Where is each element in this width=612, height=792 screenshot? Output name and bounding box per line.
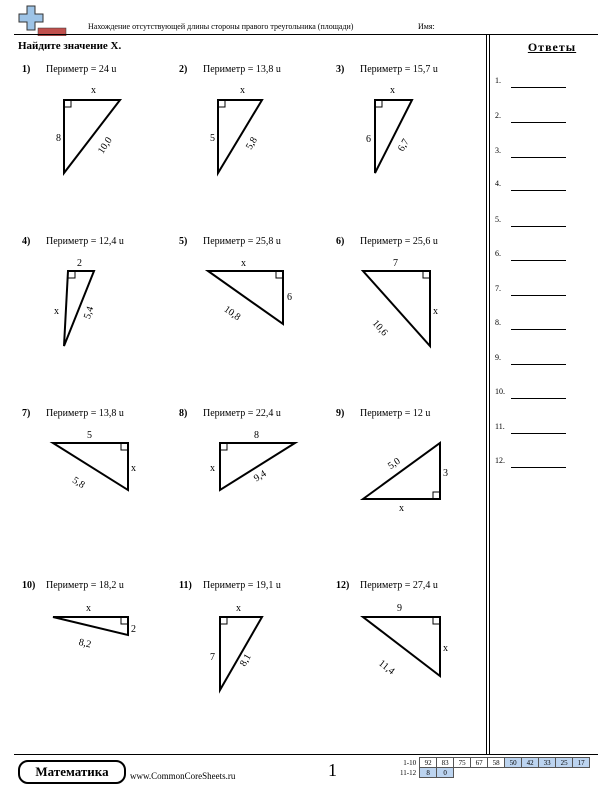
answer-line[interactable] <box>511 433 566 434</box>
answer-line[interactable] <box>511 190 566 191</box>
side-length-label: 6,7 <box>396 137 412 154</box>
answer-line[interactable] <box>511 122 566 123</box>
problem-number: 10) <box>22 580 36 591</box>
worksheet-title: Нахождение отсутствующей длины стороны правого треугольника (площади) <box>88 22 354 31</box>
side-length-label: 7 <box>210 652 215 663</box>
problem-number: 11) <box>179 580 192 591</box>
triangle-shape <box>53 443 128 490</box>
answer-line[interactable] <box>511 226 566 227</box>
side-length-label: 11,4 <box>376 658 397 678</box>
score-key-row <box>398 758 590 768</box>
side-length-label: 5,8 <box>70 475 87 491</box>
right-angle-marker <box>68 271 75 278</box>
score-cell: 17 <box>573 758 590 768</box>
side-length-label: 10,8 <box>221 304 243 324</box>
perimeter-text: Периметр = 12,4 u <box>46 236 124 247</box>
side-length-label: x <box>390 85 395 96</box>
perimeter-text: Периметр = 12 u <box>360 408 431 419</box>
answer-number: 4. <box>495 179 501 188</box>
triangle-shape <box>208 271 283 324</box>
score-key-row <box>398 768 590 778</box>
side-length-label: x <box>399 503 404 514</box>
side-length-label: x <box>54 306 59 317</box>
problem-number: 7) <box>22 408 31 419</box>
plus-logo-icon <box>18 4 68 36</box>
triangle-shape <box>363 617 440 676</box>
side-length-label: 2 <box>131 624 136 635</box>
perimeter-text: Периметр = 19,1 u <box>203 580 281 591</box>
answer-line[interactable] <box>511 398 566 399</box>
answer-number: 9. <box>495 353 501 362</box>
side-length-label: 2 <box>77 258 82 269</box>
side-length-label: 10,6 <box>369 318 390 339</box>
side-length-label: x <box>433 306 438 317</box>
right-angle-marker <box>276 271 283 278</box>
answer-number: 6. <box>495 249 501 258</box>
problem-number: 8) <box>179 408 188 419</box>
side-length-label: x <box>443 643 448 654</box>
answer-line[interactable] <box>511 260 566 261</box>
score-cell: 0 <box>437 768 454 778</box>
side-length-label: 10,0 <box>96 135 115 156</box>
triangle-shape <box>363 271 430 346</box>
side-length-label: 5 <box>210 133 215 144</box>
right-angle-marker <box>64 100 71 107</box>
website-url[interactable]: www.CommonCoreSheets.ru <box>130 771 236 781</box>
perimeter-text: Периметр = 25,8 u <box>203 236 281 247</box>
triangle-shape <box>64 100 120 173</box>
side-length-label: 7 <box>393 258 398 269</box>
perimeter-text: Периметр = 24 u <box>46 64 117 75</box>
score-key-table <box>398 757 590 778</box>
right-angle-marker <box>121 443 128 450</box>
perimeter-text: Периметр = 27,4 u <box>360 580 438 591</box>
problem-number: 1) <box>22 64 31 75</box>
side-length-label: 8 <box>56 133 61 144</box>
answer-line[interactable] <box>511 295 566 296</box>
score-cell: 83 <box>437 758 454 768</box>
problem-number: 12) <box>336 580 350 591</box>
instruction-text: Найдите значение X. <box>18 40 122 52</box>
perimeter-text: Периметр = 15,7 u <box>360 64 438 75</box>
problem-number: 3) <box>336 64 345 75</box>
side-length-label: x <box>210 463 215 474</box>
right-angle-marker <box>423 271 430 278</box>
score-cell: 25 <box>556 758 573 768</box>
side-length-label: 5,8 <box>244 135 260 152</box>
problem-number: 6) <box>336 236 345 247</box>
answer-line[interactable] <box>511 467 566 468</box>
side-length-label: 8,2 <box>77 637 93 651</box>
header-divider <box>14 34 598 35</box>
answer-number: 5. <box>495 215 501 224</box>
answer-number: 7. <box>495 284 501 293</box>
side-length-label: x <box>91 85 96 96</box>
side-length-label: 5,0 <box>386 455 403 473</box>
side-length-label: 3 <box>443 468 448 479</box>
answer-number: 3. <box>495 146 501 155</box>
answer-line[interactable] <box>511 329 566 330</box>
brand-badge: Математика <box>18 760 126 784</box>
right-angle-marker <box>218 100 225 107</box>
score-cell: 33 <box>539 758 556 768</box>
score-cell: 50 <box>505 758 522 768</box>
answer-line[interactable] <box>511 157 566 158</box>
problem-number: 9) <box>336 408 345 419</box>
side-length-label: 9 <box>397 603 402 614</box>
side-length-label: 5 <box>87 430 92 441</box>
answer-line[interactable] <box>511 364 566 365</box>
score-cell: 42 <box>522 758 539 768</box>
side-length-label: 9,4 <box>252 468 269 485</box>
side-length-label: 8,1 <box>238 652 254 669</box>
answer-number: 11. <box>495 422 505 431</box>
right-angle-marker <box>121 617 128 624</box>
score-cell: 75 <box>454 758 471 768</box>
problem-number: 2) <box>179 64 188 75</box>
right-angle-marker <box>375 100 382 107</box>
perimeter-text: Периметр = 18,2 u <box>46 580 124 591</box>
side-length-label: x <box>240 85 245 96</box>
problem-number: 5) <box>179 236 188 247</box>
answer-column-divider <box>486 34 487 754</box>
perimeter-text: Периметр = 25,6 u <box>360 236 438 247</box>
answer-number: 2. <box>495 111 501 120</box>
answer-number: 8. <box>495 318 501 327</box>
answer-column-divider <box>489 34 490 754</box>
triangle-shape <box>220 617 262 690</box>
right-angle-marker <box>433 617 440 624</box>
side-length-label: x <box>241 258 246 269</box>
perimeter-text: Периметр = 13,8 u <box>203 64 281 75</box>
score-cell: 8 <box>420 768 437 778</box>
side-length-label: x <box>236 603 241 614</box>
side-length-label: 5,4 <box>82 305 97 321</box>
answers-title: Ответы <box>527 40 577 54</box>
page-number: 1 <box>328 760 337 780</box>
side-length-label: 8 <box>254 430 259 441</box>
answer-number: 12. <box>495 456 505 465</box>
name-label: Имя: <box>418 22 435 31</box>
score-cell: 58 <box>488 758 505 768</box>
triangle-shape <box>53 617 128 635</box>
perimeter-text: Периметр = 22,4 u <box>203 408 281 419</box>
side-length-label: x <box>131 463 136 474</box>
right-angle-marker <box>220 443 227 450</box>
problem-number: 4) <box>22 236 31 247</box>
side-length-label: x <box>86 603 91 614</box>
score-cell: 92 <box>420 758 437 768</box>
footer-divider <box>14 754 598 755</box>
answer-number: 10. <box>495 387 505 396</box>
side-length-label: 6 <box>287 292 292 303</box>
logo <box>18 4 68 36</box>
right-angle-marker <box>220 617 227 624</box>
score-key-label: 1-10 <box>403 758 417 767</box>
score-cell: 67 <box>471 758 488 768</box>
triangle-shape <box>363 443 440 499</box>
answer-number: 1. <box>495 76 501 85</box>
perimeter-text: Периметр = 13,8 u <box>46 408 124 419</box>
side-length-label: 6 <box>366 134 371 145</box>
right-angle-marker <box>433 492 440 499</box>
triangle-shape <box>375 100 412 173</box>
triangle-shape <box>218 100 262 173</box>
answer-line[interactable] <box>511 87 566 88</box>
score-key-label: 11-12 <box>400 768 417 777</box>
